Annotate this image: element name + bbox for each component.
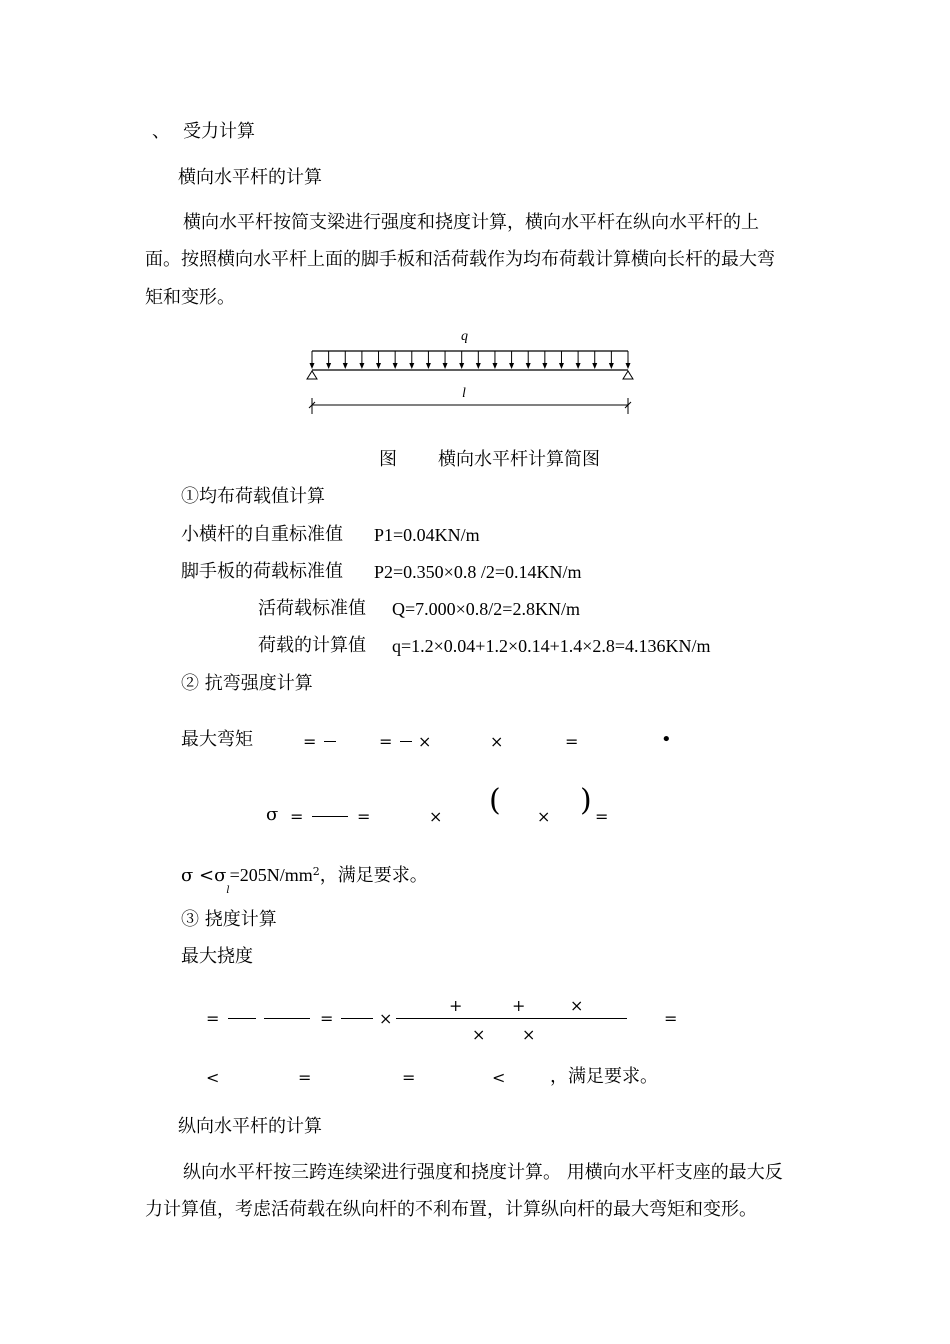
load-row-3-label: 活荷载标准值 <box>258 598 366 619</box>
deflection-times-2: × <box>570 996 584 1015</box>
deflection-times-4: × <box>522 1025 536 1044</box>
moment-fraction-bar-2 <box>400 741 412 742</box>
load-arrow-head-icon <box>492 363 497 369</box>
load-arrow-head-icon <box>509 363 514 369</box>
load-arrow-head-icon <box>609 363 614 369</box>
load-arrow-head-icon <box>409 363 414 369</box>
sigma-eq-1: = <box>290 807 304 826</box>
load-arrow-head-icon <box>393 363 398 369</box>
load-arrow-head-icon <box>343 363 348 369</box>
moment-times-1: × <box>418 732 432 751</box>
load-row-4-value: q=1.2×0.04+1.2×0.14+1.4×2.8=4.136KN/m <box>392 636 711 656</box>
transverse-para-line2: 面。按照横向水平杆上面的脚手板和活荷载作为均布荷载计算横向长杆的最大弯 <box>145 249 775 270</box>
transverse-para-line1: 横向水平杆按简支梁进行强度和挠度计算，横向水平杆在纵向水平杆的上 <box>183 212 759 233</box>
load-arrow-head-icon <box>326 363 331 369</box>
bending-check-subscript: l <box>226 885 230 896</box>
deflection-lt-2: < <box>492 1068 506 1087</box>
load-row-1-value: P1=0.04KN/m <box>374 525 480 545</box>
load-row-2-value: P2=0.350×0.8 /2=0.14KN/m <box>374 562 582 582</box>
deflection-eq-4: = <box>298 1068 312 1087</box>
load-calc-heading: ①均布荷载值计算 <box>181 486 325 507</box>
sigma-eq-2: = <box>357 807 371 826</box>
load-arrow-head-icon <box>359 363 364 369</box>
deflection-eq-3: = <box>664 1009 678 1028</box>
bending-check-value: =205N/mm <box>229 865 313 885</box>
load-arrow-head-icon <box>542 363 547 369</box>
moment-dot: • <box>661 729 672 750</box>
deflection-plus-2: + <box>512 996 526 1015</box>
deflection-times-1: × <box>379 1009 393 1028</box>
bending-check-sigma: σ <σ <box>181 865 227 886</box>
deflection-bar-3 <box>341 1018 373 1019</box>
deflection-times-3: × <box>472 1025 486 1044</box>
longitudinal-para-line1: 纵向水平杆按三跨连续梁进行强度和挠度计算。 用横向水平杆支座的最大反 <box>183 1162 783 1183</box>
load-arrow-head-icon <box>576 363 581 369</box>
section-title: 受力计算 <box>183 121 255 142</box>
figure-caption-prefix: 图 <box>379 449 397 470</box>
load-row-2-label: 脚手板的荷载标准值 <box>181 561 343 582</box>
load-arrow-head-icon <box>526 363 531 369</box>
moment-label: 最大弯矩 <box>181 729 253 750</box>
deflection-bar-1 <box>228 1018 256 1019</box>
paren-open: ( <box>489 783 501 818</box>
load-arrow-head-icon <box>310 363 315 369</box>
transverse-para-line3: 矩和变形。 <box>145 287 235 308</box>
deflection-check-end: ，满足要求。 <box>550 1066 658 1087</box>
deflection-main-bar <box>396 1018 627 1019</box>
longitudinal-para-line2: 力计算值，考虑活荷载在纵向杆的不利布置，计算纵向杆的最大弯矩和变形。 <box>145 1199 757 1220</box>
deflection-eq-5: = <box>402 1068 416 1087</box>
transverse-heading: 横向水平杆的计算 <box>178 167 322 188</box>
moment-eq-3: = <box>565 732 579 751</box>
deflection-eq-1: = <box>206 1009 220 1028</box>
bending-check <box>181 864 428 894</box>
figure-caption: 横向水平杆计算简图 <box>438 449 600 470</box>
section-marker: 、 <box>152 121 170 142</box>
load-arrow-head-icon <box>559 363 564 369</box>
paren-close: ) <box>580 783 592 818</box>
right-support-icon <box>623 371 633 379</box>
load-arrow-head-icon <box>626 363 631 369</box>
sigma-times-1: × <box>429 807 443 826</box>
bending-check-end: ，满足要求。 <box>319 865 428 886</box>
left-support-icon <box>307 371 317 379</box>
load-row-1-label: 小横杆的自重标准值 <box>181 524 343 545</box>
load-label: q <box>461 329 468 344</box>
deflection-label: 最大挠度 <box>181 946 253 967</box>
load-arrow-head-icon <box>426 363 431 369</box>
deflection-heading: ③ 挠度计算 <box>181 909 277 930</box>
load-row-3-value: Q=7.000×0.8/2=2.8KN/m <box>392 599 580 619</box>
sigma-fraction-bar <box>312 816 348 817</box>
sigma-symbol: σ <box>266 804 279 825</box>
beam-diagram <box>300 322 640 422</box>
load-arrows <box>310 351 631 369</box>
deflection-lt-1: < <box>206 1068 220 1087</box>
load-arrow-head-icon <box>443 363 448 369</box>
bending-check-superscript: 2 <box>312 865 320 878</box>
load-arrow-head-icon <box>459 363 464 369</box>
deflection-bar-2 <box>264 1018 310 1019</box>
bending-heading: ② 抗弯强度计算 <box>181 673 313 694</box>
moment-eq-1: = <box>303 732 317 751</box>
moment-eq-2: = <box>379 732 393 751</box>
moment-times-2: × <box>490 732 504 751</box>
longitudinal-heading: 纵向水平杆的计算 <box>178 1116 322 1137</box>
moment-fraction-bar-1 <box>324 741 336 742</box>
deflection-eq-2: = <box>320 1009 334 1028</box>
load-arrow-head-icon <box>376 363 381 369</box>
deflection-plus-1: + <box>449 996 463 1015</box>
load-arrow-head-icon <box>476 363 481 369</box>
load-arrow-head-icon <box>592 363 597 369</box>
sigma-times-2: × <box>537 807 551 826</box>
sigma-eq-3: = <box>595 807 609 826</box>
load-row-4-label: 荷载的计算值 <box>258 635 366 656</box>
span-label: l <box>462 386 466 401</box>
